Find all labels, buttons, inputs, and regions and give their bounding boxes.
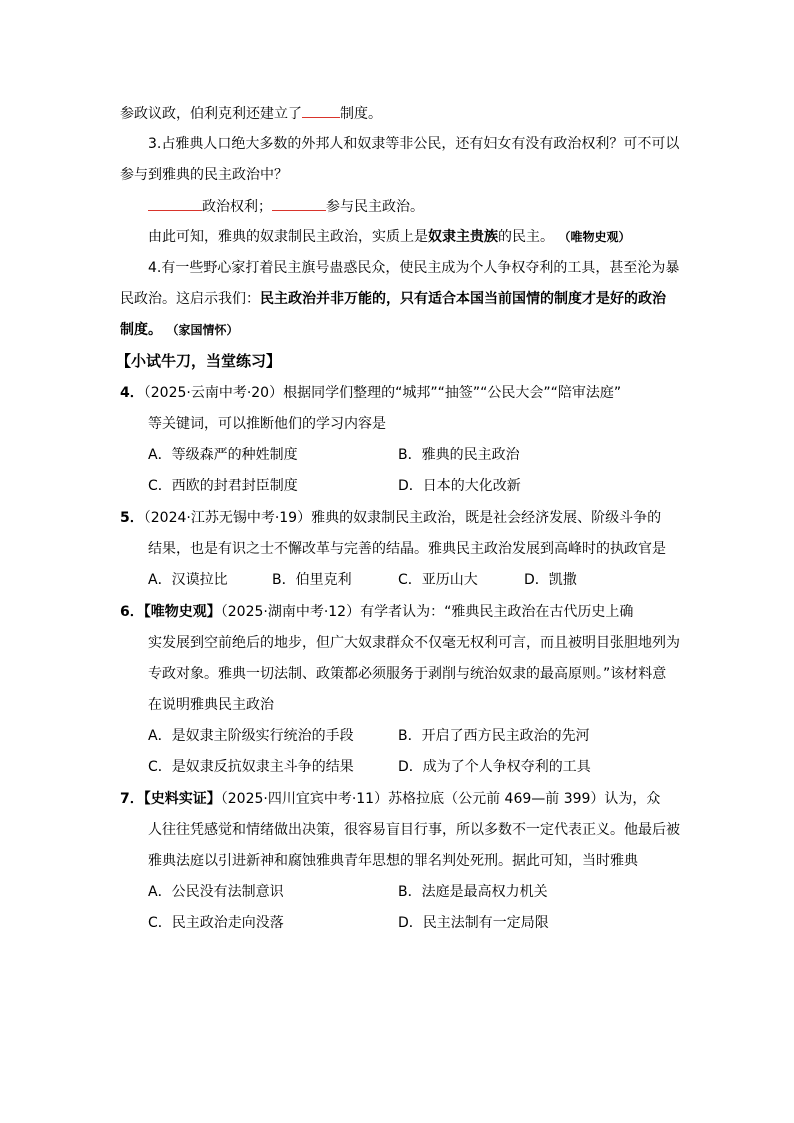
question-6-line-4: 在说明雅典民主政治 (148, 697, 274, 713)
q7-option-b[interactable]: B．法庭是最高权力机关 (398, 884, 548, 900)
question-text: （2025·四川宜宾中考·11）苏格拉底（公元前 469—前 399）认为，众 (220, 791, 661, 807)
question-4-line-2: 等关键词，可以推断他们的学习内容是 (148, 416, 386, 432)
section-heading: 【小试牛刀，当堂练习】 (116, 352, 282, 370)
question-number: 6． (120, 604, 144, 620)
summary-bold-text: 奴隶主贵族 (428, 229, 498, 245)
answer-blank (148, 196, 202, 211)
q6-option-d[interactable]: D．成为了个人争权夺利的工具 (398, 759, 591, 775)
q7-option-a[interactable]: A．公民没有法制意识 (148, 884, 284, 900)
intro-text: 参政议政，伯利克利还建立了 (120, 106, 302, 122)
q4-option-b[interactable]: B．雅典的民主政治 (398, 447, 520, 463)
question-6-line-1 (120, 602, 633, 622)
question-5-line-1 (120, 508, 661, 528)
q6-option-c[interactable]: C．是奴隶反抗奴隶主斗争的结果 (148, 759, 354, 775)
summary-text: 的民主。 (498, 229, 554, 245)
q6-option-a[interactable]: A．是奴隶主阶级实行统治的手段 (148, 728, 354, 744)
q3-answer-line (148, 196, 424, 217)
question-7-line-3: 雅典法庭以引进新神和腐蚀雅典青年思想的罪名判处死刑。据此可知，当时雅典 (148, 853, 638, 869)
literacy-tag: （家国情怀） (166, 323, 239, 337)
q4-option-a[interactable]: A．等级森严的种姓制度 (148, 447, 298, 463)
question-7-line-2: 人往往凭感觉和情绪做出决策，很容易盲目行事，所以多数不一定代表正义。他最后被 (148, 822, 680, 838)
question-6-line-2: 实发展到空前绝后的地步，但广大奴隶群众不仅毫无权利可言，而且被明目张胆地列为 (148, 635, 680, 651)
q3-answer-text: 参与民主政治。 (326, 199, 424, 215)
answer-blank (302, 103, 340, 118)
summary-line (148, 227, 630, 247)
q7-option-c[interactable]: C．民主政治走向没落 (148, 915, 284, 931)
q7-option-d[interactable]: D．民主法制有一定局限 (398, 915, 549, 931)
question-7-line-1 (120, 789, 660, 809)
q4-intro-bold-text: 民主政治并非万能的，只有适合本国当前国情的制度才是好的政治 (260, 291, 666, 307)
answer-blank (272, 196, 326, 211)
question-text: （2025·湖南中考·12）有学者认为：“雅典民主政治在古代历史上确 (220, 604, 634, 620)
intro-line-1 (120, 103, 382, 124)
q5-option-b[interactable]: B．伯里克利 (272, 572, 352, 588)
q4-intro-text: 民政治。这启示我们： (120, 291, 260, 307)
q5-option-d[interactable]: D．凯撒 (524, 572, 577, 588)
q4-option-d[interactable]: D．日本的大化改新 (398, 478, 521, 494)
question-number: 7． (120, 791, 144, 807)
summary-text: 由此可知，雅典的奴隶制民主政治，实质上是 (148, 229, 428, 245)
q5-option-a[interactable]: A．汉谟拉比 (148, 572, 228, 588)
question-number: 5． (120, 510, 144, 526)
question-text: （2025·云南中考·20）根据同学们整理的“城邦”“抽签”“公民大会”“陪审法庭” (143, 385, 622, 401)
question-text: （2024·江苏无锡中考·19）雅典的奴隶制民主政治，既是社会经济发展、阶级斗争的 (143, 510, 662, 526)
q4-intro-line-1: 4.有一些野心家打着民主旗号蛊惑民众，使民主成为个人争权夺利的工具，甚至沦为暴 (148, 260, 680, 276)
q4-intro-line-2 (120, 289, 666, 309)
q5-option-c[interactable]: C．亚历山大 (398, 572, 478, 588)
q3-line-2: 参与到雅典的民主政治中？ (120, 167, 288, 183)
literacy-tag: 【唯物史观】 (143, 604, 221, 620)
question-5-line-2: 结果，也是有识之士不懈改革与完善的结晶。雅典民主政治发展到高峰时的执政官是 (148, 541, 666, 557)
q4-option-c[interactable]: C．西欧的封君封臣制度 (148, 478, 298, 494)
literacy-tag: 【史料实证】 (143, 791, 221, 807)
question-6-line-3: 专政对象。雅典一切法制、政策都必须服务于剥削与统治奴隶的最高原则。”该材料意 (148, 666, 667, 682)
question-4-line-1 (120, 383, 621, 403)
q4-intro-bold-text: 制度。 (120, 322, 162, 338)
q3-line-1: 3.占雅典人口绝大多数的外邦人和奴隶等非公民，还有妇女有没有政治权利？可不可以 (148, 136, 680, 152)
intro-text: 制度。 (340, 106, 382, 122)
q6-option-b[interactable]: B．开启了西方民主政治的先河 (398, 728, 590, 744)
q3-answer-text: 政治权利； (202, 199, 272, 215)
q4-intro-line-3 (120, 320, 238, 340)
question-number: 4． (120, 385, 144, 401)
literacy-tag: （唯物史观） (558, 230, 631, 244)
